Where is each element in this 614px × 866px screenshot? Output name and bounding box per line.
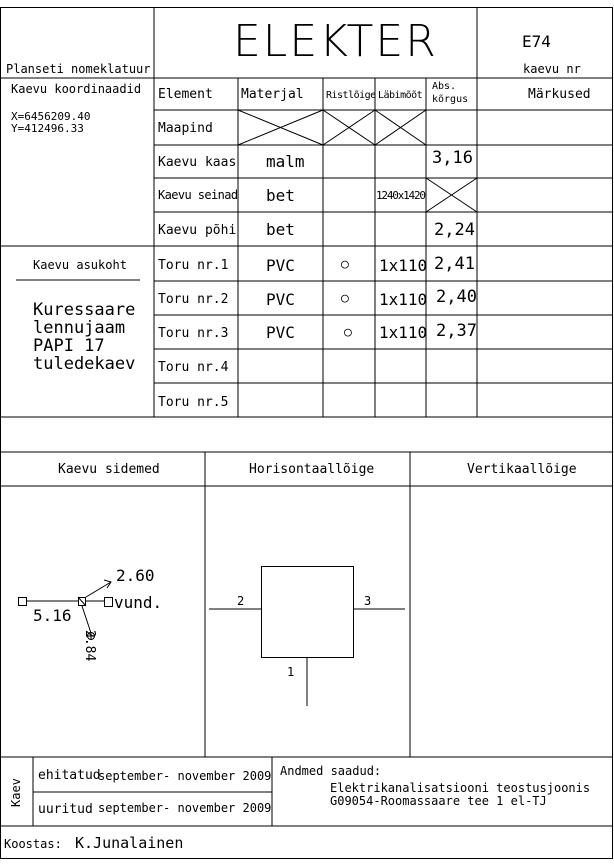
tie-distance-top: 2.60: [116, 566, 155, 585]
coordinate-y: Y=412496.33: [11, 122, 84, 135]
reference-point-left: [19, 598, 27, 606]
row-diameter: 1x110: [379, 256, 428, 275]
row-material: PVC: [266, 323, 295, 342]
col-header-abs-height-1: Abs.: [432, 81, 457, 92]
row-material: bet: [266, 186, 295, 205]
section-vertical-title: Vertikaallõige: [467, 462, 577, 477]
surveyed-period: september- november 2009: [98, 801, 272, 815]
section-ties-title: Kaevu sidemed: [58, 462, 160, 477]
row-element: Toru nr.4: [158, 360, 229, 375]
row-element: Toru nr.5: [158, 395, 229, 410]
row-element: Toru nr.2: [158, 292, 229, 307]
location-label: Kaevu asukoht: [33, 258, 127, 272]
col-header-diameter: Läbimõõt: [378, 90, 423, 101]
built-period: september- november 2009: [98, 769, 272, 783]
foundation-point: [105, 598, 113, 607]
col-header-element: Element: [158, 87, 213, 102]
author-label: Koostas:: [4, 837, 62, 851]
location-line: tuledekaev: [33, 354, 136, 374]
built-label: ehitatud: [38, 768, 101, 783]
pipe-1-number: 1: [287, 665, 295, 679]
well-number-label: kaevu nr: [523, 62, 581, 76]
tie-target-label: vund.: [114, 593, 163, 612]
row-cross-section: ○: [344, 325, 352, 340]
surveyed-label: uuritud: [38, 802, 93, 817]
row-material: malm: [266, 152, 305, 171]
well-label: Kaev: [9, 778, 23, 807]
well-number: E74: [522, 32, 551, 51]
section-horizontal-title: Horisontaallõige: [249, 462, 375, 477]
row-height: 2,41: [434, 254, 475, 274]
col-header-cross-section: Ristlõige: [326, 90, 376, 101]
location-line: PAPI 17: [33, 336, 105, 356]
location-line: lennujaam: [33, 318, 126, 338]
row-height: 2,24: [434, 220, 475, 240]
row-diameter: 1240x1420: [376, 189, 425, 202]
coordinate-x: X=6456209.40: [11, 110, 91, 123]
row-element: Kaevu põhi: [158, 223, 237, 238]
row-element: Maapind: [158, 121, 213, 136]
tie-distance-left: 5.16: [33, 606, 72, 625]
col-header-remarks: Märkused: [528, 87, 591, 102]
tie-distance-down: 2.84: [82, 630, 97, 662]
row-height: 2,37: [436, 321, 477, 341]
row-element: Kaevu seinad: [158, 188, 238, 202]
coordinates-label: Kaevu koordinaadid: [11, 82, 142, 96]
pipe-3-number: 3: [364, 594, 372, 608]
row-material: PVC: [266, 256, 295, 275]
row-height: 3,16: [432, 148, 473, 168]
row-diameter: 1x110: [379, 290, 428, 309]
sheet-nomenclature-label: Planseti nomeklatuur: [6, 62, 151, 76]
row-element: Toru nr.3: [158, 326, 229, 341]
source-line-2: G09054-Roomassaare tee 1 el-TJ: [330, 794, 547, 808]
row-diameter: 1x110: [379, 323, 428, 342]
source-label: Andmed saadud:: [280, 764, 382, 778]
document-title: ELEKTER: [233, 16, 438, 67]
location-line: Kuressaare: [33, 300, 136, 320]
row-element: Toru nr.1: [158, 258, 229, 273]
row-element: Kaevu kaas: [158, 155, 237, 170]
row-cross-section: ○: [341, 291, 349, 306]
col-header-material: Materjal: [241, 87, 304, 102]
pipe-2-number: 2: [237, 594, 245, 608]
col-header-abs-height-2: kõrgus: [432, 94, 469, 105]
row-material: PVC: [266, 290, 295, 309]
row-height: 2,40: [436, 287, 477, 307]
row-cross-section: ○: [341, 257, 349, 272]
author-name: K.Junalainen: [75, 834, 184, 852]
row-material: bet: [266, 220, 295, 239]
source-line-1: Elektrikanalisatsiooni teostusjoonis: [330, 781, 591, 795]
